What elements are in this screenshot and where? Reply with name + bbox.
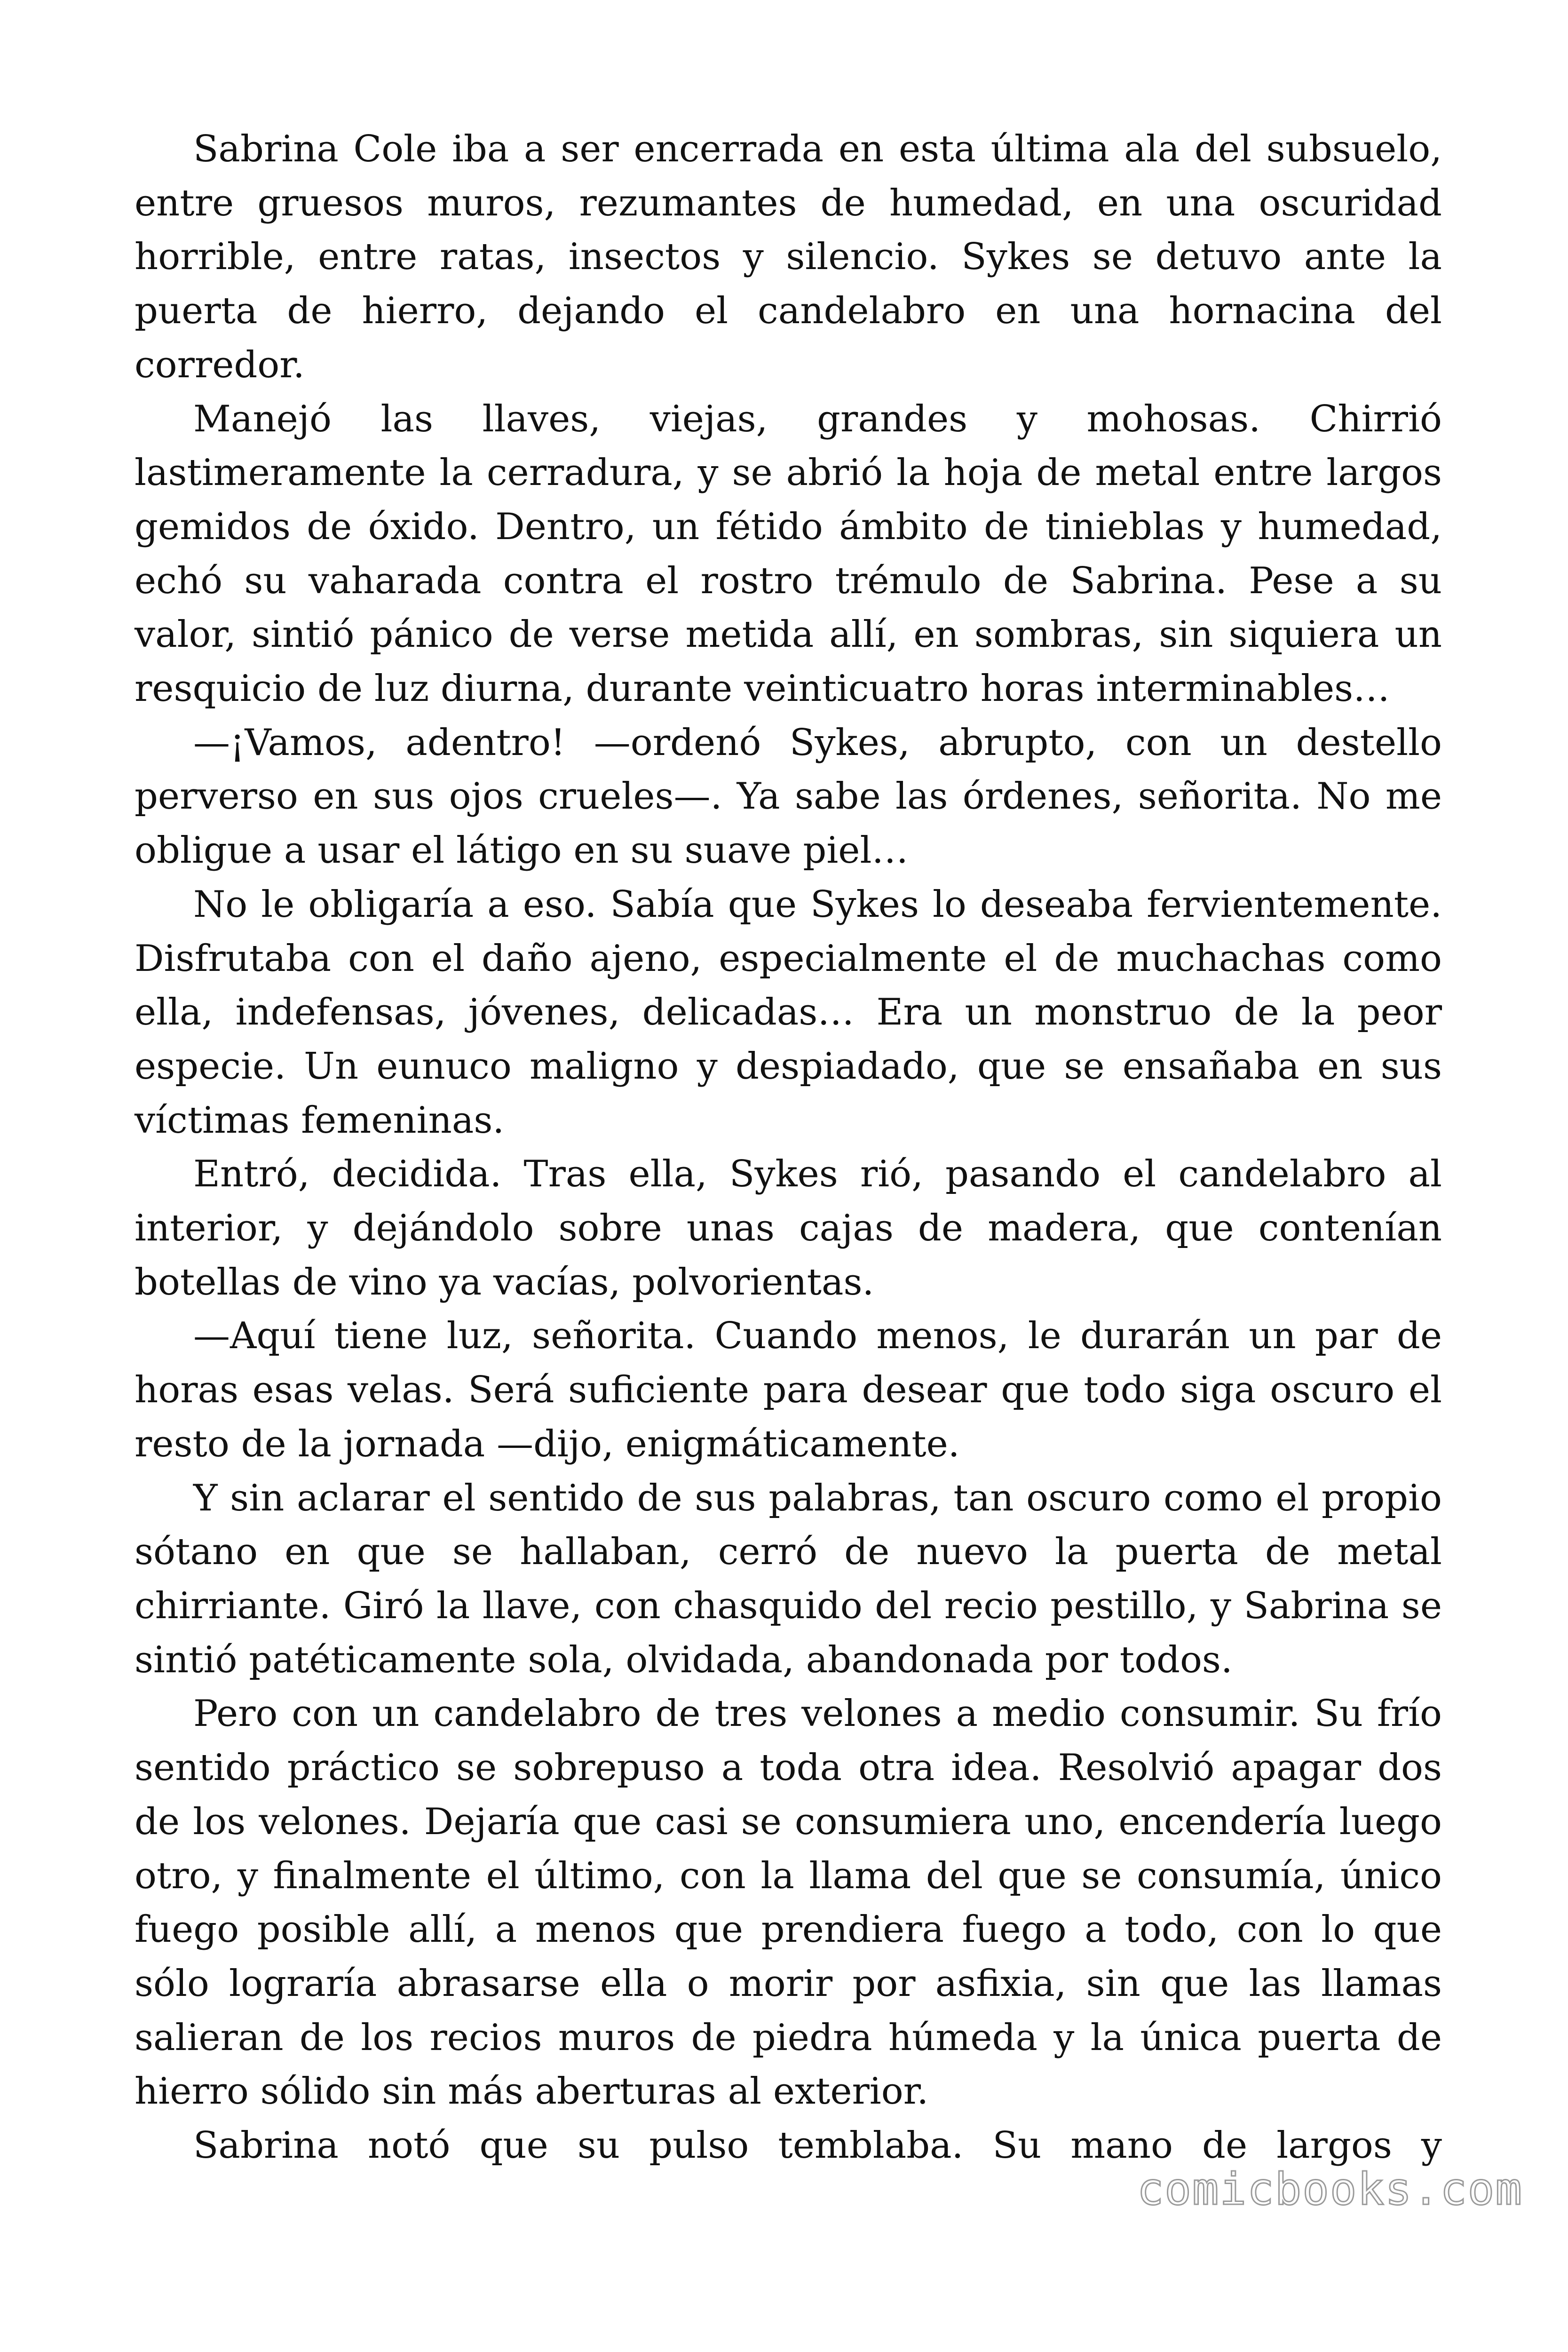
paragraph-6: —Aquí tiene luz, señorita. Cuando menos, le durarán un par de horas esas velas. Será suficiente para desear que todo siga oscuro el resto de la jornada —dijo, enigmáticamente. [135,1315,1442,1465]
paragraph-2: Manejó las llaves, viejas, grandes y mohosas. Chirrió lastimeramente la cerradura, y se abrió la hoja de metal entre largos gemidos de óxido. Dentro, un fétido ámbito de tinieblas y humedad, echó su vaharada contra el rostro trémulo de Sabrina. Pese a su valor, sintió pánico de verse metida allí, en sombras, sin siquiera un resquicio de luz diurna, durante veinticuatro horas interminables… [135,397,1442,710]
paragraph-4: No le obligaría a eso. Sabía que Sykes lo deseaba fervientemente. Disfrutaba con el daño ajeno, especialmente el de muchachas como ella, indefensas, jóvenes, delicadas… Era un monstruo de la peor especie. Un eunuco maligno y despiadado, que se ensañaba en sus víctimas femeninas. [135,883,1442,1142]
watermark: comicbooks.com [1137,2164,1523,2215]
paragraph-7: Y sin aclarar el sentido de sus palabras, tan oscuro como el propio sótano en que se hallaban, cerró de nuevo la puerta de metal chirriante. Giró la llave, con chasquido del recio pestillo, y Sabrina se sintió patéticamente sola, olvidada, abandonada por todos. [135,1477,1442,1681]
paragraph-9: Sabrina notó que su pulso temblaba. Su mano de largos y [193,2124,1442,2167]
paragraph-8: Pero con un candelabro de tres velones a medio consumir. Su frío sentido práctico se sobrepuso a toda otra idea. Resolvió apagar dos de los velones. Dejaría que casi se consumiera uno, encendería luego otro, y finalmente el último, con la llama del que se consumía, único fuego posible allí, a menos que prendiera fuego a todo, con lo que sólo lograría abrasarse ella o morir por asfixia, sin que las llamas salieran de los recios muros de piedra húmeda y la única puerta de hierro sólido sin más aberturas al exterior. [135,1692,1442,2113]
paragraph-1: Sabrina Cole iba a ser encerrada en esta última ala del subsuelo, entre gruesos muros, rezumantes de humedad, en una oscuridad horrible, entre ratas, insectos y silencio. Sykes se detuvo ante la puerta de hierro, dejando el candelabro en una hornacina del corredor. [135,128,1442,386]
page-body [135,122,1442,2173]
paragraph-3: —¡Vamos, adentro! —ordenó Sykes, abrupto, con un destello perverso en sus ojos crueles—. Ya sabe las órdenes, señorita. No me obligue a usar el látigo en su suave piel… [135,721,1442,872]
paragraph-5: Entró, decidida. Tras ella, Sykes rió, pasando el candelabro al interior, y dejándolo sobre unas cajas de madera, que contenían botellas de vino ya vacías, polvorientas. [135,1153,1442,1303]
